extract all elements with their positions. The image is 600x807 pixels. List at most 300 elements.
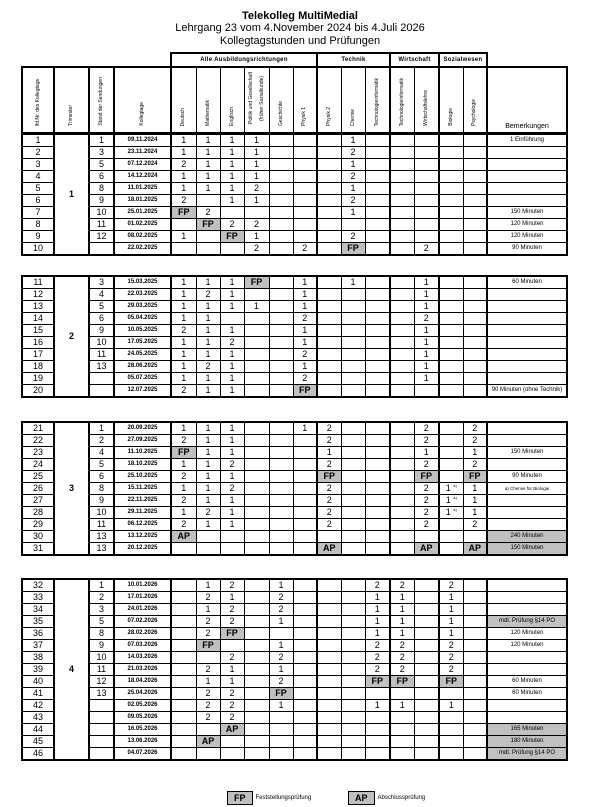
table-row bbox=[22, 373, 567, 385]
date-cell: 13.06.2026 bbox=[114, 736, 171, 748]
subject-cell: 2 bbox=[317, 459, 341, 471]
col-physik2: Physik 2 bbox=[317, 67, 341, 133]
subject-cell: 2 bbox=[196, 507, 220, 519]
subject-cell bbox=[463, 385, 487, 398]
subject-cell bbox=[293, 471, 317, 483]
row-number: 34 bbox=[22, 604, 54, 616]
subject-cell: 2 bbox=[341, 195, 365, 207]
remark-cell: 60 Minuten bbox=[487, 688, 567, 700]
subject-cell: 1 bbox=[220, 519, 244, 531]
subject-cell: 1 bbox=[220, 507, 244, 519]
subject-cell: 1 bbox=[244, 171, 269, 183]
col-kollegtage: Kollegtage bbox=[114, 67, 171, 133]
subject-cell: 1 bbox=[244, 159, 269, 171]
row-number: 36 bbox=[22, 628, 54, 640]
subject-cell bbox=[341, 422, 365, 435]
subject-cell bbox=[317, 616, 341, 628]
subject-cell bbox=[365, 337, 390, 349]
subject-cell bbox=[390, 712, 414, 724]
subject-cell bbox=[463, 688, 487, 700]
stand-cell: 8 bbox=[89, 183, 114, 195]
subject-cell: 2 bbox=[269, 592, 293, 604]
subject-cell bbox=[269, 276, 293, 289]
subject-cell bbox=[390, 519, 414, 531]
subject-cell: 1 bbox=[220, 422, 244, 435]
col-politik: Politik und Gesellschaft (früher Sozialkunde) bbox=[244, 67, 269, 133]
subject-cell bbox=[244, 724, 269, 736]
subject-cell bbox=[414, 616, 439, 628]
stand-cell: 9 bbox=[89, 325, 114, 337]
subject-cell: 1 bbox=[196, 495, 220, 507]
subject-cell: AP bbox=[171, 531, 196, 543]
schedule-header bbox=[21, 52, 568, 134]
subject-cell bbox=[439, 337, 463, 349]
subject-cell: 1 bbox=[220, 289, 244, 301]
subject-cell bbox=[414, 171, 439, 183]
subject-cell bbox=[171, 628, 196, 640]
date-cell: 24.05.2025 bbox=[114, 349, 171, 361]
subject-cell bbox=[317, 373, 341, 385]
subject-cell bbox=[463, 724, 487, 736]
subject-cell: 2 bbox=[439, 664, 463, 676]
subject-cell bbox=[171, 700, 196, 712]
subject-cell bbox=[463, 147, 487, 159]
subject-cell: 2 bbox=[196, 289, 220, 301]
subject-cell bbox=[269, 712, 293, 724]
stand-cell: 5 bbox=[89, 159, 114, 171]
subject-cell bbox=[244, 373, 269, 385]
subject-cell bbox=[341, 459, 365, 471]
date-cell: 07.03.2026 bbox=[114, 640, 171, 652]
date-cell: 02.05.2026 bbox=[114, 700, 171, 712]
subject-cell bbox=[341, 361, 365, 373]
subject-cell: 2 bbox=[220, 652, 244, 664]
row-number: 4 bbox=[22, 171, 54, 183]
trimester-section-3 bbox=[21, 421, 568, 556]
col-mathematik: Mathematik bbox=[196, 67, 220, 133]
subject-cell bbox=[244, 385, 269, 398]
subject-cell bbox=[414, 231, 439, 243]
subject-cell bbox=[365, 748, 390, 761]
subject-cell bbox=[293, 712, 317, 724]
subject-cell bbox=[293, 483, 317, 495]
subject-cell bbox=[196, 724, 220, 736]
subject-cell bbox=[341, 652, 365, 664]
remark-cell: 180 Minuten bbox=[487, 736, 567, 748]
col-stand: Stand der Sendungen bbox=[89, 67, 114, 133]
subject-cell bbox=[220, 748, 244, 761]
date-cell: 18.04.2026 bbox=[114, 676, 171, 688]
subject-cell: 1 bbox=[220, 276, 244, 289]
subject-cell: 2 bbox=[390, 652, 414, 664]
subject-cell: 2 bbox=[196, 700, 220, 712]
subject-cell bbox=[365, 507, 390, 519]
subject-cell bbox=[293, 604, 317, 616]
subject-cell bbox=[244, 519, 269, 531]
col-psychologie: Psychologie bbox=[463, 67, 487, 133]
subject-cell bbox=[390, 447, 414, 459]
subject-cell: 2 bbox=[293, 313, 317, 325]
subject-cell bbox=[365, 471, 390, 483]
subject-cell bbox=[341, 385, 365, 398]
subject-cell: 1 bbox=[293, 325, 317, 337]
subject-cell bbox=[439, 519, 463, 531]
subject-cell bbox=[269, 337, 293, 349]
subject-cell bbox=[439, 712, 463, 724]
subject-cell: 2 bbox=[341, 231, 365, 243]
remark-cell: a) Chemie für Biologie bbox=[487, 483, 567, 495]
subject-cell bbox=[341, 736, 365, 748]
subject-cell bbox=[317, 592, 341, 604]
subject-cell: 1 bbox=[171, 507, 196, 519]
subject-cell bbox=[463, 700, 487, 712]
subject-cell: 1 bbox=[220, 664, 244, 676]
stand-cell: 1 bbox=[89, 422, 114, 435]
subject-cell bbox=[439, 435, 463, 447]
subject-cell bbox=[414, 748, 439, 761]
remark-cell bbox=[487, 422, 567, 435]
subject-cell: 1 bbox=[220, 147, 244, 159]
subject-cell bbox=[341, 676, 365, 688]
col-trimester: Trimester bbox=[54, 67, 89, 133]
subject-cell bbox=[463, 207, 487, 219]
subject-cell bbox=[196, 652, 220, 664]
subject-cell bbox=[317, 361, 341, 373]
subject-cell bbox=[269, 422, 293, 435]
subject-cell: 1 bbox=[293, 289, 317, 301]
subject-cell bbox=[365, 385, 390, 398]
row-number: 23 bbox=[22, 447, 54, 459]
subject-cell: 2 bbox=[365, 664, 390, 676]
stand-cell: 13 bbox=[89, 688, 114, 700]
subject-cell bbox=[439, 349, 463, 361]
legend-ap-swatch: AP bbox=[348, 791, 375, 805]
subject-cell bbox=[365, 543, 390, 556]
subject-cell: 1 bbox=[390, 592, 414, 604]
subject-cell bbox=[293, 748, 317, 761]
subject-cell: 1 bbox=[341, 183, 365, 195]
subject-cell: 1 bbox=[220, 325, 244, 337]
subject-cell: 1 bbox=[171, 373, 196, 385]
subject-cell bbox=[293, 435, 317, 447]
subject-cell: 1 bbox=[220, 183, 244, 195]
subject-cell: 1 bbox=[196, 373, 220, 385]
subject-cell: 1 bbox=[390, 604, 414, 616]
subject-cell bbox=[293, 688, 317, 700]
table-row bbox=[22, 276, 567, 289]
subject-cell: 1 bbox=[196, 519, 220, 531]
date-cell: 25.10.2025 bbox=[114, 471, 171, 483]
subject-cell bbox=[463, 349, 487, 361]
subject-cell: 1 bbox=[196, 349, 220, 361]
subject-cell: 1 bbox=[269, 664, 293, 676]
subject-cell: 2 bbox=[171, 519, 196, 531]
row-number: 1 bbox=[22, 134, 54, 147]
subject-cell bbox=[439, 325, 463, 337]
subject-cell bbox=[439, 736, 463, 748]
subject-cell bbox=[439, 471, 463, 483]
subject-cell bbox=[220, 640, 244, 652]
subject-cell: 2 bbox=[414, 507, 439, 519]
subject-cell: FP bbox=[463, 471, 487, 483]
subject-cell: 1 bbox=[171, 231, 196, 243]
subject-cell bbox=[317, 531, 341, 543]
subject-cell bbox=[317, 219, 341, 231]
subject-cell bbox=[463, 628, 487, 640]
subject-cell: 1 bbox=[244, 134, 269, 147]
subject-cell: 2 bbox=[171, 495, 196, 507]
subject-cell bbox=[244, 712, 269, 724]
subject-cell bbox=[365, 325, 390, 337]
subject-cell bbox=[269, 183, 293, 195]
subject-cell bbox=[463, 243, 487, 256]
subject-cell bbox=[390, 531, 414, 543]
subject-cell bbox=[390, 373, 414, 385]
subject-cell bbox=[390, 688, 414, 700]
subject-cell bbox=[365, 276, 390, 289]
subject-cell: 1 bbox=[196, 313, 220, 325]
date-cell: 12.07.2025 bbox=[114, 385, 171, 398]
subject-cell bbox=[439, 301, 463, 313]
subject-cell bbox=[390, 171, 414, 183]
subject-cell bbox=[269, 171, 293, 183]
subject-cell bbox=[365, 171, 390, 183]
subject-cell: 1 bbox=[439, 628, 463, 640]
stand-cell: 1 bbox=[89, 134, 114, 147]
row-number: 7 bbox=[22, 207, 54, 219]
col-geschichte: Geschichte bbox=[269, 67, 293, 133]
subject-cell bbox=[365, 447, 390, 459]
subject-cell bbox=[269, 385, 293, 398]
subject-cell bbox=[293, 700, 317, 712]
subject-cell bbox=[365, 495, 390, 507]
subject-cell: 1 bbox=[317, 447, 341, 459]
stand-cell: 5 bbox=[89, 301, 114, 313]
subject-cell bbox=[171, 219, 196, 231]
stand-cell: 13 bbox=[89, 531, 114, 543]
subject-cell bbox=[341, 664, 365, 676]
subject-cell: 2 bbox=[196, 688, 220, 700]
table-row bbox=[22, 543, 567, 556]
date-cell: 22.03.2025 bbox=[114, 289, 171, 301]
row-number: 29 bbox=[22, 519, 54, 531]
subject-cell bbox=[390, 724, 414, 736]
subject-cell bbox=[463, 171, 487, 183]
subject-cell: 2 bbox=[390, 664, 414, 676]
subject-cell bbox=[365, 483, 390, 495]
subject-cell bbox=[269, 231, 293, 243]
subject-cell: 2 bbox=[171, 435, 196, 447]
date-cell: 08.02.2025 bbox=[114, 231, 171, 243]
remark-cell bbox=[487, 495, 567, 507]
row-number: 22 bbox=[22, 435, 54, 447]
subject-cell bbox=[244, 361, 269, 373]
document-title: Telekolleg MultiMedial bbox=[242, 10, 358, 22]
subject-cell bbox=[317, 289, 341, 301]
stand-cell: 11 bbox=[89, 349, 114, 361]
subject-cell: 2 bbox=[269, 604, 293, 616]
subject-cell: AP bbox=[463, 543, 487, 556]
table-row bbox=[22, 289, 567, 301]
subject-cell bbox=[341, 592, 365, 604]
group-sozialwesen: Sozialwesen bbox=[439, 53, 487, 67]
remark-cell bbox=[487, 459, 567, 471]
row-number: 33 bbox=[22, 592, 54, 604]
subject-cell bbox=[365, 195, 390, 207]
subject-cell bbox=[414, 134, 439, 147]
subject-cell bbox=[341, 543, 365, 556]
subject-cell bbox=[244, 748, 269, 761]
subject-cell bbox=[317, 207, 341, 219]
subject-cell bbox=[365, 289, 390, 301]
stand-cell: 9 bbox=[89, 495, 114, 507]
subject-cell: 1 bbox=[196, 325, 220, 337]
date-cell: 22.02.2025 bbox=[114, 243, 171, 256]
subject-cell bbox=[317, 337, 341, 349]
remark-cell bbox=[487, 171, 567, 183]
subject-cell bbox=[463, 373, 487, 385]
subject-cell bbox=[244, 447, 269, 459]
subject-cell bbox=[365, 519, 390, 531]
subject-cell bbox=[244, 628, 269, 640]
subject-cell bbox=[463, 604, 487, 616]
subject-cell bbox=[244, 664, 269, 676]
table-row bbox=[22, 471, 567, 483]
col-biologie: Biologie bbox=[439, 67, 463, 133]
remark-cell: 120 Minuten bbox=[487, 640, 567, 652]
subject-cell bbox=[317, 628, 341, 640]
subject-cell: 2 bbox=[196, 628, 220, 640]
col-wirtschaftslehre: Wirtschaftslehre bbox=[414, 67, 439, 133]
date-cell: 07.12.2024 bbox=[114, 159, 171, 171]
row-number: 30 bbox=[22, 531, 54, 543]
subject-cell: 2 bbox=[414, 435, 439, 447]
row-number: 3 bbox=[22, 159, 54, 171]
subject-cell bbox=[317, 325, 341, 337]
date-cell: 10.05.2025 bbox=[114, 325, 171, 337]
subject-cell bbox=[414, 652, 439, 664]
date-cell: 23.11.2024 bbox=[114, 147, 171, 159]
subject-cell: 1 bbox=[196, 604, 220, 616]
col-lfd: lfd.Nr. des Kollegtags bbox=[22, 67, 54, 133]
stand-cell: 9 bbox=[89, 195, 114, 207]
subject-cell bbox=[293, 652, 317, 664]
subject-cell bbox=[390, 301, 414, 313]
subject-cell bbox=[341, 483, 365, 495]
subject-cell bbox=[341, 289, 365, 301]
subject-cell bbox=[244, 640, 269, 652]
subject-cell: FP bbox=[439, 676, 463, 688]
table-row bbox=[22, 422, 567, 435]
subject-cell: 1 bbox=[341, 276, 365, 289]
subject-cell: 2 bbox=[171, 385, 196, 398]
subject-cell: FP bbox=[341, 243, 365, 256]
subject-cell: 1 bbox=[171, 171, 196, 183]
subject-cell bbox=[439, 231, 463, 243]
row-number: 31 bbox=[22, 543, 54, 556]
stand-cell: 1 bbox=[89, 579, 114, 592]
subject-cell bbox=[269, 736, 293, 748]
row-number: 8 bbox=[22, 219, 54, 231]
subject-cell: 1 bbox=[220, 195, 244, 207]
subject-cell bbox=[463, 231, 487, 243]
subject-cell: 2 bbox=[414, 459, 439, 471]
subject-cell bbox=[269, 459, 293, 471]
subject-cell bbox=[317, 147, 341, 159]
subject-cell: 1 bbox=[293, 337, 317, 349]
subject-cell bbox=[269, 219, 293, 231]
col-bemerkungen: Bemerkungen bbox=[487, 67, 567, 133]
date-cell: 24.01.2026 bbox=[114, 604, 171, 616]
subject-cell bbox=[463, 313, 487, 325]
subject-cell bbox=[244, 459, 269, 471]
subject-cell bbox=[269, 543, 293, 556]
row-number: 16 bbox=[22, 337, 54, 349]
subject-cell: 2 bbox=[439, 640, 463, 652]
subject-cell bbox=[244, 422, 269, 435]
remark-cell bbox=[487, 664, 567, 676]
stand-cell: 5 bbox=[89, 459, 114, 471]
subject-cell: 1 bbox=[220, 134, 244, 147]
table-row bbox=[22, 519, 567, 531]
subject-cell bbox=[439, 507, 463, 519]
subject-cell bbox=[171, 748, 196, 761]
subject-cell bbox=[341, 688, 365, 700]
subject-cell bbox=[390, 495, 414, 507]
subject-cell: 2 bbox=[244, 219, 269, 231]
subject-cell: 1 bbox=[414, 289, 439, 301]
subject-cell bbox=[269, 531, 293, 543]
stand-cell: 6 bbox=[89, 171, 114, 183]
subject-cell: AP bbox=[414, 543, 439, 556]
table-row bbox=[22, 171, 567, 183]
subject-cell: 1 bbox=[196, 447, 220, 459]
subject-cell bbox=[269, 147, 293, 159]
subject-cell: 2 bbox=[171, 471, 196, 483]
subject-cell bbox=[439, 531, 463, 543]
subject-cell bbox=[390, 313, 414, 325]
subject-cell bbox=[171, 592, 196, 604]
subject-cell bbox=[317, 736, 341, 748]
remark-cell bbox=[487, 301, 567, 313]
subject-cell bbox=[293, 543, 317, 556]
subject-cell: 1 bbox=[293, 422, 317, 435]
subject-cell bbox=[365, 459, 390, 471]
subject-cell: 2 bbox=[341, 171, 365, 183]
subject-cell bbox=[244, 579, 269, 592]
subject-cell bbox=[414, 700, 439, 712]
row-number: 14 bbox=[22, 313, 54, 325]
trimester-cell: 3 bbox=[54, 422, 89, 555]
subject-cell: 1 bbox=[220, 471, 244, 483]
subject-cell bbox=[439, 724, 463, 736]
row-number: 6 bbox=[22, 195, 54, 207]
table-row bbox=[22, 337, 567, 349]
subject-cell: 1 bbox=[365, 604, 390, 616]
subject-cell bbox=[439, 289, 463, 301]
stand-cell: 6 bbox=[89, 313, 114, 325]
row-number: 12 bbox=[22, 289, 54, 301]
subject-cell: 1 bbox=[196, 459, 220, 471]
subject-cell: 1 bbox=[463, 447, 487, 459]
row-number: 35 bbox=[22, 616, 54, 628]
subject-cell bbox=[317, 195, 341, 207]
stand-cell: 9 bbox=[89, 640, 114, 652]
subject-cell bbox=[317, 712, 341, 724]
subject-cell bbox=[439, 483, 463, 495]
subject-cell: 1 bbox=[171, 422, 196, 435]
subject-cell bbox=[244, 700, 269, 712]
